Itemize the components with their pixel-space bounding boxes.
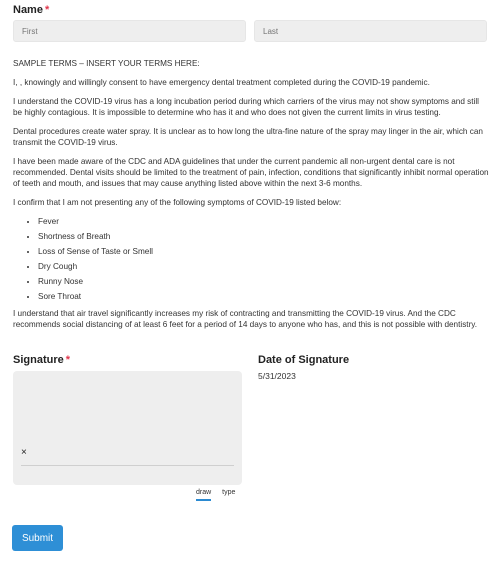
symptom-item: • Runny Nose [38, 276, 489, 287]
name-label [13, 4, 49, 16]
terms-section [13, 58, 489, 338]
first-name-input[interactable] [13, 20, 246, 42]
symptom-item: • Fever [38, 216, 489, 227]
signature-label-text: Signature [13, 354, 64, 366]
name-required-mark: * [44, 4, 50, 16]
terms-paragraph-travel: I understand that air travel significantly increases my risk of contracting and transmitting the COVID-19 virus. And the CDC recommends social distancing of at least 6 feet for a period of 14 days to anyone who has, and this is not possible with dentistry. [13, 309, 478, 330]
terms-paragraph-symptoms-intro: I confirm that I am not presenting any of the following symptoms of COVID-19 listed below: [13, 198, 342, 207]
terms-paragraph-spray: Dental procedures create water spray. It is unclear as to how long the ultra-fine nature of the spray may linger in the air, which can transmit the COVID-19 virus. [13, 127, 483, 147]
tab-draw[interactable]: draw [196, 489, 211, 501]
terms-paragraph-guidelines: I have been made aware of the CDC and ADA guidelines that under the current pandemic all non-urgent dental care is not recommended. Dental visits should be limited to the treatment of pain, infection, conditions that significantly inhibit normal operation of teeth and mouth, and issues that may cause anything listed above within the next 3-6 months. [13, 157, 489, 188]
terms-paragraph-consent: I, , knowingly and willingly consent to have emergency dental treatment completed during the COVID-19 pandemic. [13, 78, 430, 87]
symptom-item: • Shortness of Breath [38, 231, 489, 242]
signature-required-mark: * [65, 354, 71, 366]
signature-baseline [21, 465, 234, 466]
symptom-item: • Dry Cough [38, 261, 489, 272]
signature-mode-tabs [196, 489, 244, 501]
signature-pad[interactable] [13, 371, 242, 485]
signature-label [13, 354, 70, 366]
terms-paragraph-incubation: I understand the COVID-19 virus has a long incubation period during which carriers of the virus may not show symptoms and still be highly contagious. It is impossible to determine who has it and who does not given the current limits in virus testing. [13, 97, 479, 117]
name-label-text: Name [13, 4, 43, 16]
symptom-item: • Loss of Sense of Taste or Smell [38, 246, 489, 257]
symptom-item: • Sore Throat [38, 291, 489, 302]
last-name-input[interactable] [254, 20, 487, 42]
signature-x-mark: × [21, 447, 27, 458]
tab-type[interactable]: type [222, 489, 236, 496]
date-of-signature-value: 5/31/2023 [258, 371, 296, 381]
submit-button[interactable]: Submit [12, 525, 63, 551]
terms-heading: SAMPLE TERMS – INSERT YOUR TERMS HERE: [13, 59, 200, 68]
symptoms-list [13, 216, 489, 302]
date-of-signature-label: Date of Signature [258, 354, 350, 366]
